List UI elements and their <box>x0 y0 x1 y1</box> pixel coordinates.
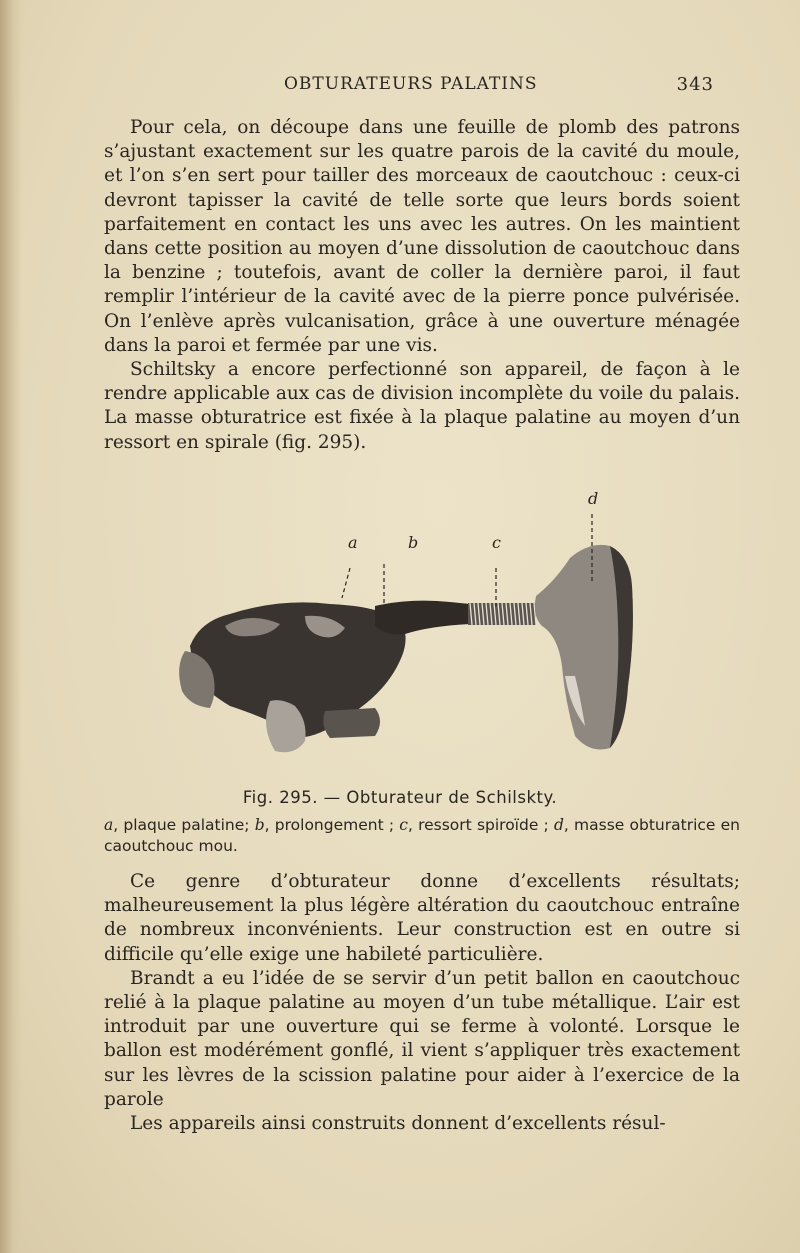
legend-text-d: , masse obturatrice en caoutchouc mou. <box>104 816 740 855</box>
legend-text-a: , plaque palatine; <box>113 816 255 834</box>
paragraph: Les appareils ainsi construits donnent d’excellents résul- <box>130 1113 666 1135</box>
paragraph: Ce genre d’obturateur donne d’excellents résultats; malheureusement la plus légère altération du caoutchouc entraîne de nombreux inconvénients. Leur construction est en outre si difficile qu’elle exige une habileté particulière. <box>104 871 740 965</box>
text-block-bottom <box>104 870 740 1136</box>
paragraph: Brandt a eu l’idée de se servir d’un petit ballon en caoutchouc relié à la plaque palatine au moyen d’un tube métallique. L’air est introduit par une ouverture qui se ferme à volonté. Lorsque le ballon est modérément gonflé, il vient s’appliquer très exactement sur les lèvres de la scission palatine pour aider à l’exercice de la parole <box>104 967 740 1110</box>
legend-key-a: a <box>104 816 114 834</box>
page-number: 343 <box>676 74 714 95</box>
page-header <box>284 74 714 102</box>
page-binding-edge <box>0 0 22 1253</box>
figure-caption-title: Fig. 295. — Obturateur de Schilskty. <box>242 788 558 807</box>
obturator-illustration <box>170 486 670 776</box>
running-title: OBTURATEURS PALATINS <box>284 74 538 94</box>
legend-key-b: b <box>254 816 265 834</box>
legend-text-b: , prolongement ; <box>264 816 400 834</box>
figure-label-a: a <box>348 533 358 552</box>
legend-key-d: d <box>553 816 564 834</box>
prolongation <box>375 601 470 635</box>
figure-label-c: c <box>492 533 501 552</box>
paragraph: Schiltsky a encore perfectionné son appareil, de façon à le rendre applicable aux cas de division incomplète du voile du palais. La masse obturatrice est fixée à la plaque palatine au moyen d’un ressort en spirale (fig. 295). <box>104 359 740 453</box>
spiral-spring <box>468 603 536 625</box>
text-block-top <box>104 116 740 455</box>
figure-caption-legend <box>104 815 740 857</box>
figure-label-b: b <box>408 533 419 552</box>
legend-text-c: , ressort spiroïde ; <box>407 816 554 834</box>
figure-obturator <box>170 486 670 776</box>
paragraph: Pour cela, on découpe dans une feuille de plomb des patrons s’ajustant exactement sur les quatre parois de la cavité du moule, et l’on s’en sert pour tailler des morceaux de caoutchouc : ceux-ci devront tapisser la cavité de telle sorte que leurs bords soient parfaitement en contact les uns avec les autres. On les maintient dans cette position au moyen d’une dissolution de caoutchouc dans la benzine ; toutefois, avant de coller la dernière paroi, il faut remplir l’intérieur de la cavité avec de la pierre ponce pulvérisée. On l’enlève après vulcanisation, grâce à une ouverture ménagée dans la paroi et fermée par une vis. <box>104 117 740 356</box>
clasp <box>323 708 380 738</box>
legend-key-c: c <box>399 816 408 834</box>
figure-label-d: d <box>588 489 599 508</box>
